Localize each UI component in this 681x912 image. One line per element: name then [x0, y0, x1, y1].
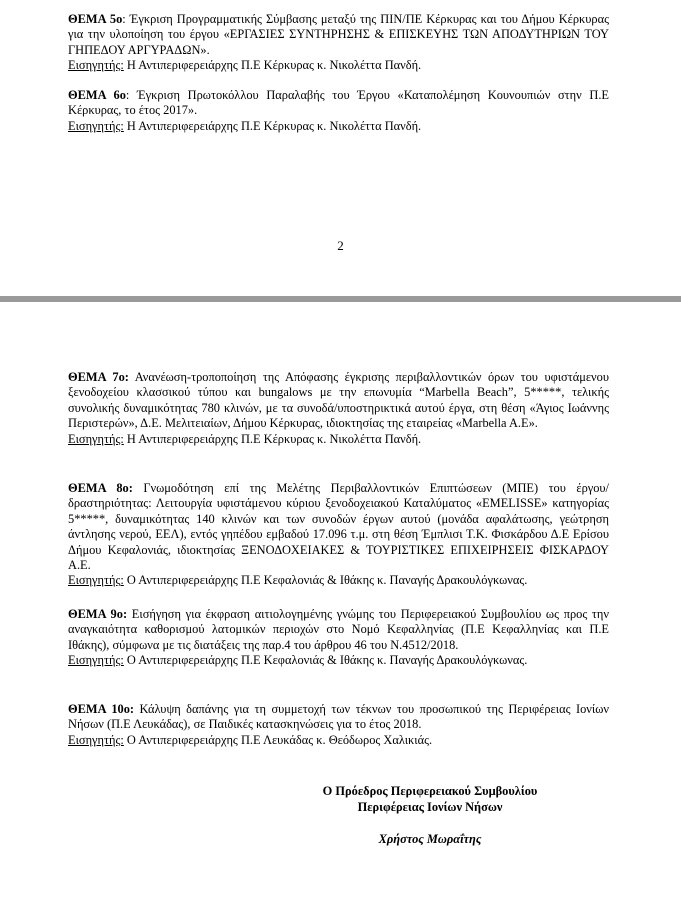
signature-name: Χρήστος Μωραΐτης — [378, 832, 482, 846]
item-text: : Έγκριση Πρωτοκόλλου Παραλαβής του Έργου «Καταπολέμηση Κουνουπιών στην Π.Ε Κέρκυρας, το έτος 2017». — [68, 88, 609, 118]
document-page-1 — [0, 0, 681, 296]
agenda-item-7 — [68, 370, 609, 447]
item-text: Εισήγηση για έκφραση αιτιολογημένης γνώμης του Περιφερειακού Συμβουλίου ως προς την αναγκαιότητα καθορισμού λατομικών περιοχών στο Νομό Κεφαλληνίας (Π.Ε Κεφαλληνίας και Π.Ε Ιθάκης), σύμφωνα με τις διατάξεις της παρ.4 του άρθρου 46 του Ν.4512/2018. — [68, 607, 609, 652]
item-body — [68, 88, 609, 119]
rapporteur-name: Ο Αντιπεριφερειάρχης Π.Ε Λευκάδας κ. Θεόδωρος Χαλικιάς. — [123, 732, 433, 747]
agenda-item-5 — [68, 12, 609, 74]
rapporteur-name: Η Αντιπεριφερειάρχης Π.Ε Κέρκυρας κ. Νικολέττα Πανδή. — [123, 118, 422, 133]
item-body — [68, 370, 609, 432]
rapporteur-line — [68, 432, 609, 447]
item-text: : Έγκριση Προγραμματικής Σύμβασης μεταξύ της ΠΙΝ/ΠΕ Κέρκυρας και του Δήμου Κέρκυρας για την υλοποίηση του έργου «ΕΡΓΑΣΙΕΣ ΣΥΝΤΗΡΗΣΗΣ & ΕΠΙΣΚΕΥΗΣ ΤΩΝ ΑΠΟΔΥΤΗΡΙΩΝ ΤΟΥ ΓΗΠΕΔΟΥ ΑΡΓΥΡΑΔΩΝ». — [68, 12, 609, 57]
item-label: ΘΕΜΑ 8ο: — [68, 481, 133, 495]
rapporteur-label: Εισηγητής: — [68, 732, 124, 747]
signature-block — [300, 783, 560, 847]
item-body — [68, 481, 609, 573]
rapporteur-line — [68, 58, 609, 73]
rapporteur-label: Εισηγητής: — [68, 653, 124, 668]
item-text: Γνωμοδότηση επί της Μελέτης Περιβαλλοντικών Επιπτώσεων (ΜΠΕ) του έργου/δραστηριότητας: Λειτουργία υφιστάμενου κύριου ξενοδοχειακού Καταλύματος «EMELISSE» κατηγορίας 5*****, δυναμικότητας 140 κλινών και των συνοδών έργων αυτού (μονάδα αφαλάτωσης, γεώτρηση άντλησης νερού, ΕΕΛ), εντός γηπέδου εμβαδού 17.096 τ.μ. στη θέση Έμπλισι Τ.Κ. Φισκάρδου Δ.Ε Ερίσου Δήμου Κεφαλονιάς, ιδιοκτησίας ΞΕΝΟΔΟΧΕΙΑΚΕΣ & ΤΟΥΡΙΣΤΙΚΕΣ ΕΠΙΧΕΙΡΗΣΕΙΣ ΦΙΣΚΑΡΔΟΥ Α.Ε. — [68, 481, 609, 573]
rapporteur-label: Εισηγητής: — [68, 431, 124, 446]
rapporteur-name: Ο Αντιπεριφερειάρχης Π.Ε Κεφαλονιάς & Ιθάκης κ. Παναγής Δρακουλόγκωνας. — [123, 653, 528, 668]
item-text: Ανανέωση-τροποποίηση της Απόφασης έγκρισης περιβαλλοντικών όρων του υφιστάμενου ξενοδοχείου κλασσικού τύπου και bungalows με την επωνυμία “Marbella Beach”, 5*****, τελικής συνολικής δυναμικότητας 780 κλινών, με τα συνοδά/υποστηρικτικά αυτού έργα, στη θέση «Άγιος Ιωάννης Περιστερών», Δ.Ε. Μελιτειαίων, Δήμου Κέρκυρας, ιδιοκτησίας της εταιρείας «Marbella A.E». — [68, 370, 609, 431]
item-body — [68, 607, 609, 653]
agenda-item-9 — [68, 607, 609, 669]
rapporteur-line — [68, 119, 609, 134]
page-number: 2 — [337, 238, 344, 253]
rapporteur-name: Η Αντιπεριφερειάρχης Π.Ε Κέρκυρας κ. Νικολέττα Πανδή. — [123, 431, 422, 446]
item-body — [68, 702, 609, 733]
document-page-2 — [0, 302, 681, 912]
agenda-item-10 — [68, 702, 609, 748]
item-text: Κάλυψη δαπάνης για τη συμμετοχή των τέκνων του προσωπικού της Περιφέρειας Ιονίων Νήσων (Π.Ε Λευκάδας), σε Παιδικές κατασκηνώσεις για το έτος 2018. — [68, 702, 609, 732]
rapporteur-line — [68, 573, 609, 588]
item-label: ΘΕΜΑ 9ο: — [68, 607, 128, 621]
signature-region: Περιφέρειας Ιονίων Νήσων — [357, 800, 503, 814]
item-label: ΘΕΜΑ 6ο — [68, 88, 126, 102]
item-body — [68, 12, 609, 58]
rapporteur-line — [68, 653, 609, 668]
rapporteur-label: Εισηγητής: — [68, 118, 124, 133]
item-label: ΘΕΜΑ 10ο: — [68, 702, 135, 716]
item-label: ΘΕΜΑ 5ο — [68, 12, 123, 26]
rapporteur-label: Εισηγητής: — [68, 573, 124, 588]
rapporteur-label: Εισηγητής: — [68, 58, 124, 73]
rapporteur-name: Ο Αντιπεριφερειάρχης Π.Ε Κεφαλονιάς & Ιθάκης κ. Παναγής Δρακουλόγκωνας. — [123, 573, 528, 588]
rapporteur-name: Η Αντιπεριφερειάρχης Π.Ε Κέρκυρας κ. Νικολέττα Πανδή. — [123, 58, 422, 73]
rapporteur-line — [68, 733, 609, 748]
item-label: ΘΕΜΑ 7ο: — [68, 370, 129, 384]
agenda-item-8 — [68, 481, 609, 589]
agenda-item-6 — [68, 88, 609, 134]
signature-title: Ο Πρόεδρος Περιφερειακού Συμβουλίου — [322, 784, 538, 798]
